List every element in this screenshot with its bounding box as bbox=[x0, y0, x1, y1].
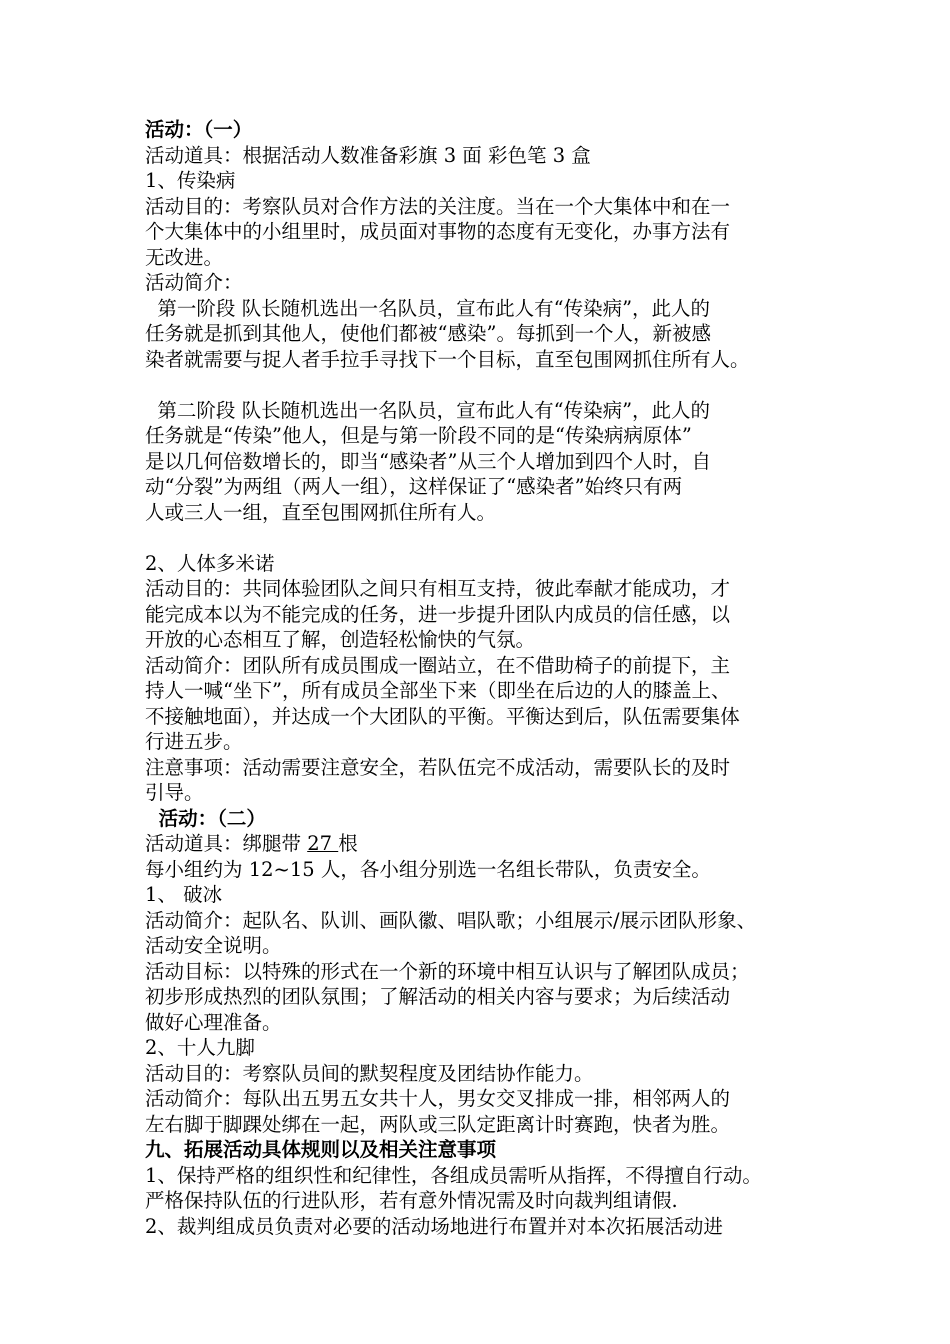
activity2-heading: 活动：（二） bbox=[145, 806, 266, 830]
paragraph-line: 活动目的：考察队员对合作方法的关注度。当在一个大集体中和在一 bbox=[145, 194, 731, 218]
blank-line bbox=[145, 372, 815, 398]
paragraph-line: 活动目的：考察队员间的默契程度及团结协作能力。 bbox=[145, 1061, 594, 1085]
paragraph-line: 不接触地面），并达成一个大团队的平衡。平衡达到后，队伍需要集体 bbox=[145, 704, 740, 728]
blank-line bbox=[145, 525, 815, 551]
game-icebreaker-title: 1、 破冰 bbox=[145, 883, 223, 906]
section9-heading: 九、拓展活动具体规则以及相关注意事项 bbox=[145, 1138, 497, 1161]
paragraph-line: 能完成本以为不能完成的任务，进一步提升团队内成员的信任感，以 bbox=[145, 602, 731, 626]
paragraph-line: 左右脚于脚踝处绑在一起，两队或三队定距离计时赛跑，快者为胜。 bbox=[145, 1112, 731, 1136]
paragraph-line: 是以几何倍数增长的，即当“感染者”从三个人增加到四个人时，自 bbox=[145, 449, 711, 473]
activity2-props bbox=[145, 831, 815, 857]
paragraph-line: 无改进。 bbox=[145, 245, 224, 269]
paragraph-line: 活动简介：团队所有成员围成一圈站立，在不借助椅子的前提下，主 bbox=[145, 653, 731, 677]
paragraph-line: 行进五步。 bbox=[145, 730, 243, 753]
paragraph-line: 2、裁判组成员负责对必要的活动场地进行布置并对本次拓展活动进 bbox=[145, 1214, 723, 1238]
paragraph-line: 1、保持严格的组织性和纪律性，各组成员需听从指挥，不得擅自行动。 bbox=[145, 1163, 762, 1187]
paragraph-line: 个大集体中的小组里时，成员面对事物的态度有无变化，办事方法有 bbox=[145, 220, 731, 243]
game-domino-title: 2、人体多米诺 bbox=[145, 551, 275, 575]
activity1-props: 活动道具：根据活动人数准备彩旗 3 面 彩色笔 3 盒 bbox=[145, 143, 591, 167]
paragraph-line: 活动安全说明。 bbox=[145, 934, 282, 957]
groups-line: 每小组约为 12~15 人，各小组分别选一名组长带队，负责安全。 bbox=[145, 857, 711, 881]
game-ten-people-nine-legs-title: 2、十人九脚 bbox=[145, 1036, 255, 1059]
game-contagion-title: 1、传染病 bbox=[145, 169, 236, 192]
paragraph-line: 持人一喊“坐下”，所有成员全部坐下来（即坐在后边的人的膝盖上、 bbox=[145, 679, 731, 702]
paragraph-line: 活动目标：以特殊的形式在一个新的环境中相互认识与了解团队成员； bbox=[145, 959, 750, 983]
paragraph-line: 第二阶段 队长随机选出一名队员，宣布此人有“传染病”，此人的 bbox=[145, 398, 711, 422]
document-body bbox=[145, 117, 815, 1239]
paragraph-line: 第一阶段 队长随机选出一名队员，宣布此人有“传染病”，此人的 bbox=[145, 296, 711, 320]
paragraph-line: 活动目的：共同体验团队之间只有相互支持，彼此奉献才能成功，才 bbox=[145, 577, 731, 600]
paragraph-line: 染者就需要与捉人者手拉手寻找下一个目标，直至包围网抓住所有人。 bbox=[145, 347, 750, 371]
paragraph-line: 初步形成热烈的团队氛围；了解活动的相关内容与要求；为后续活动 bbox=[145, 985, 731, 1008]
paragraph-line: 引导。 bbox=[145, 781, 204, 804]
paragraph-line: 动“分裂”为两组（两人一组），这样保证了“感染者”始终只有两 bbox=[145, 475, 683, 498]
paragraph-line: 人或三人一组，直至包围网抓住所有人。 bbox=[145, 500, 497, 524]
paragraph-line: 做好心理准备。 bbox=[145, 1010, 282, 1034]
paragraph-line: 活动简介：每队出五男五女共十人，男女交叉排成一排，相邻两人的 bbox=[145, 1087, 731, 1110]
props-count: 27 bbox=[307, 832, 339, 855]
intro-label: 活动简介： bbox=[145, 271, 243, 294]
props-prefix: 活动道具：绑腿带 bbox=[145, 832, 308, 855]
paragraph-line: 严格保持队伍的行进队形，若有意外情况需及时向裁判组请假. bbox=[145, 1189, 678, 1212]
paragraph-line: 活动简介：起队名、队训、画队徽、唱队歌；小组展示/展示团队形象、 bbox=[145, 908, 757, 932]
props-suffix: 根 bbox=[338, 832, 358, 855]
paragraph-line: 任务就是“传染”他人，但是与第一阶段不同的是“传染病病原体” bbox=[145, 424, 692, 447]
paragraph-line: 注意事项：活动需要注意安全，若队伍完不成活动，需要队长的及时 bbox=[145, 755, 731, 779]
paragraph-line: 开放的心态相互了解，创造轻松愉快的气氛。 bbox=[145, 628, 536, 651]
activity1-heading: 活动：（一） bbox=[145, 118, 253, 141]
paragraph-line: 任务就是抓到其他人，使他们都被“感染”。每抓到一个人，新被感 bbox=[145, 322, 711, 345]
